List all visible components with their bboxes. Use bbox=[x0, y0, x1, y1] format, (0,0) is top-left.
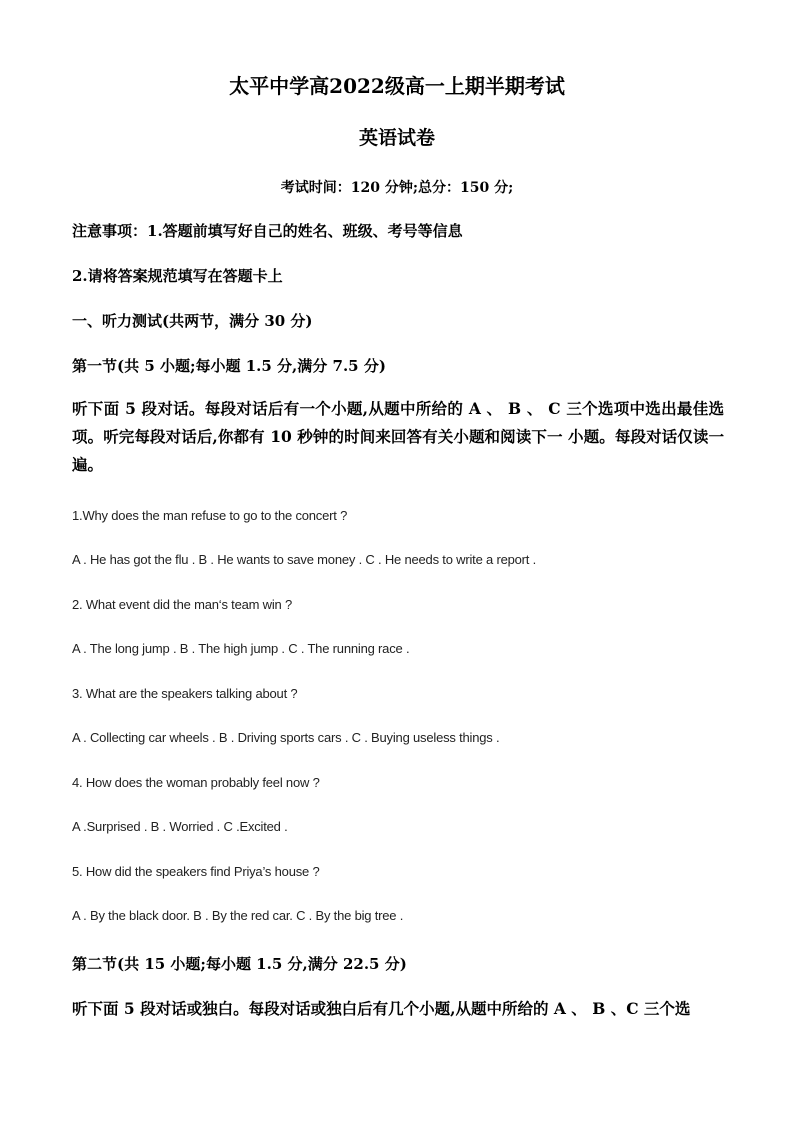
question-4: 4. How does the woman probably feel now ? bbox=[72, 775, 320, 790]
notes-line-2: 2.请将答案规范填写在答题卡上 bbox=[72, 267, 283, 285]
question-3-options: A . Collecting car wheels . B . Driving sports cars . C . Buying useless things . bbox=[72, 730, 500, 745]
question-2: 2. What event did the man‘s team win ? bbox=[72, 597, 293, 612]
exam-info: 考试时间：120 分钟;总分：150 分; bbox=[280, 180, 514, 196]
question-5: 5. How did the speakers find Priya’s house ? bbox=[72, 864, 320, 879]
question-1-options: A . He has got the flu . B . He wants to save money . C . He needs to write a report . bbox=[72, 552, 537, 567]
exam-subtitle: 英语试卷 bbox=[358, 127, 435, 149]
question-1: 1.Why does the man refuse to go to the concert ? bbox=[72, 508, 348, 523]
question-4-options: A .Surprised . B . Worried . C .Excited . bbox=[72, 819, 288, 834]
question-5-options: A . By the black door. B . By the red car. C . By the big tree . bbox=[72, 908, 404, 923]
question-2-options: A . The long jump . B . The high jump . C . The running race . bbox=[72, 641, 410, 656]
section1-instructions: 听下面 5 段对话。每段对话后有一个小题,从题中所给的 A 、 B 、 C 三个选项中选出最佳选项。听完每段对话后,你都有 10 秒钟的时间来回答有关小题和阅读下一 小题。每段对话仅读一遍。 bbox=[72, 399, 724, 474]
question-3: 3. What are the speakers talking about ? bbox=[72, 686, 298, 701]
section2-heading: 第二节(共 15 小题;每小题 1.5 分,满分 22.5 分) bbox=[72, 955, 407, 973]
section1-heading: 第一节(共 5 小题;每小题 1.5 分,满分 7.5 分) bbox=[72, 357, 386, 375]
notes-line-1: 注意事项：1.答题前填写好自己的姓名、班级、考号等信息 bbox=[72, 222, 463, 240]
exam-title: 太平中学高2022级高一上期半期考试 bbox=[229, 74, 565, 98]
section2-instructions: 听下面 5 段对话或独白。每段对话或独白后有几个小题,从题中所给的 A 、 B 、C 三个选 bbox=[72, 999, 691, 1018]
part1-heading: 一、听力测试(共两节，满分 30 分) bbox=[72, 312, 313, 330]
